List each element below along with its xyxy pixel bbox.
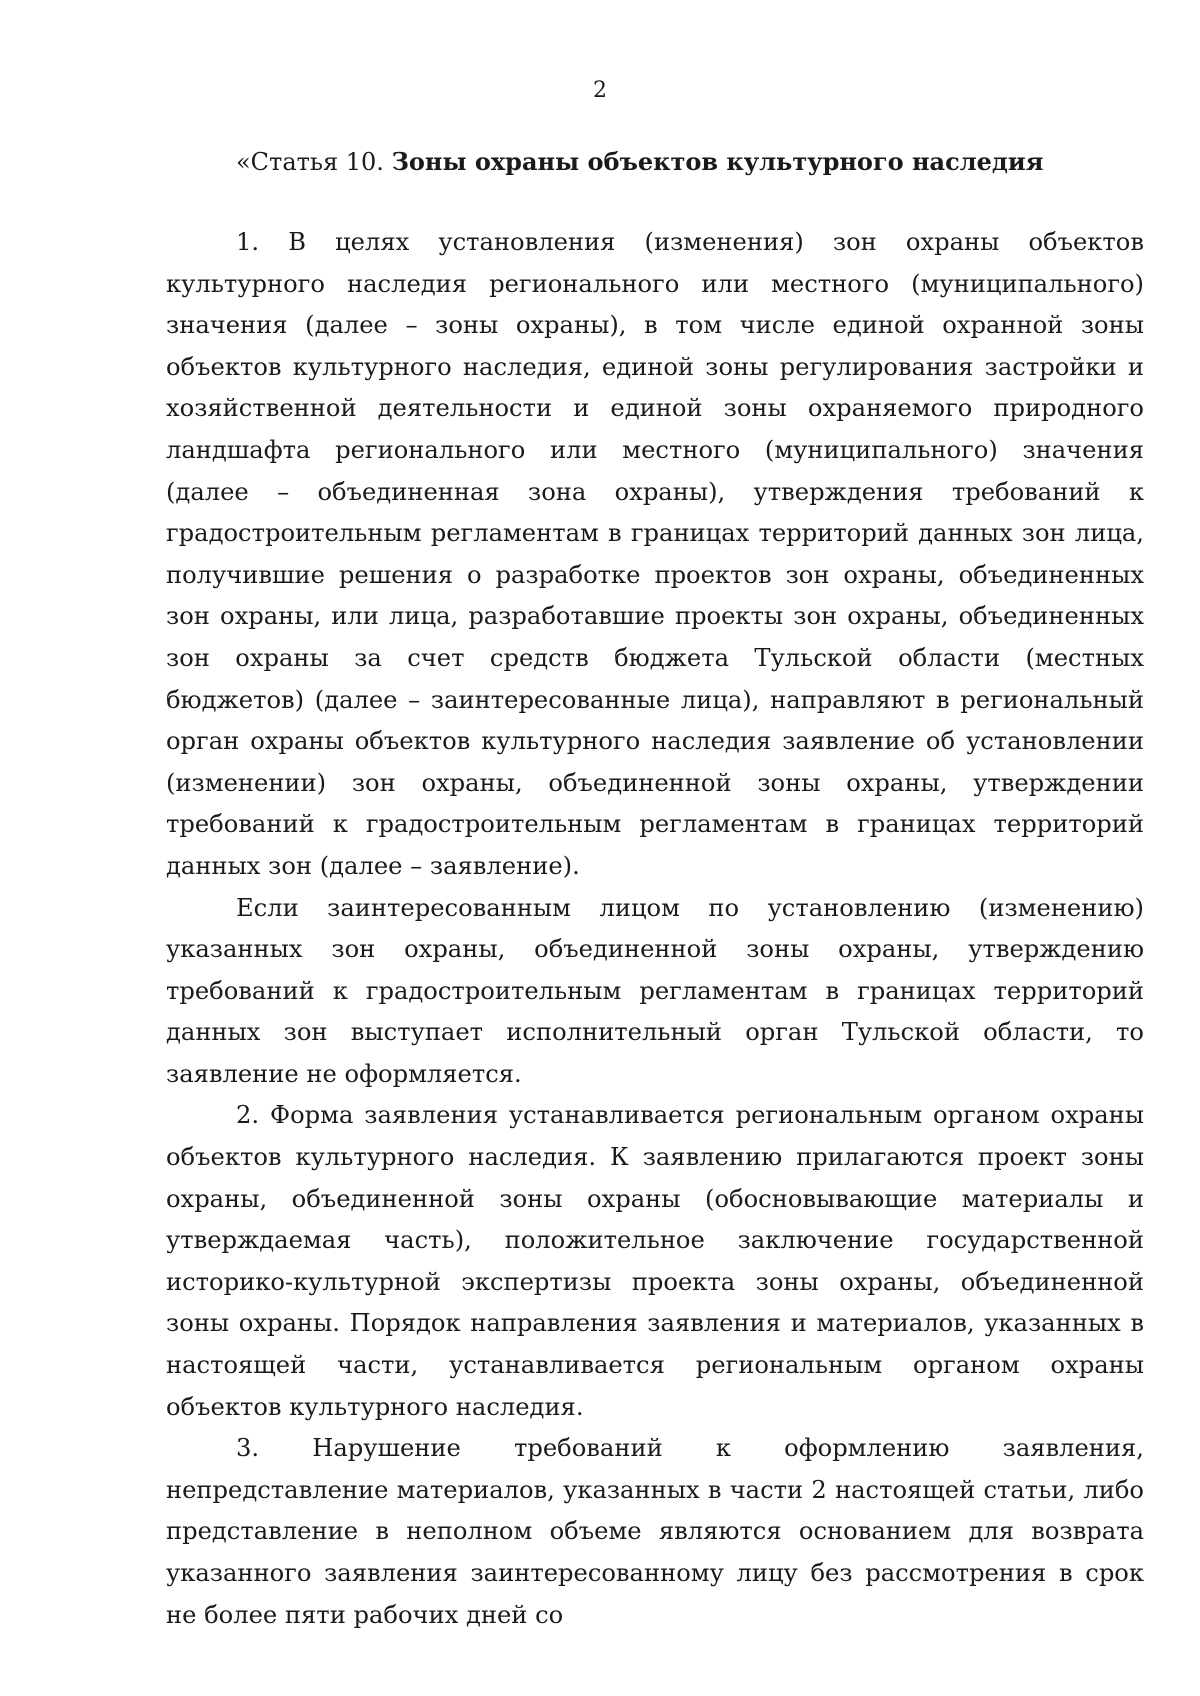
paragraph-part-2: 2. Форма заявления устанавливается региональным органом охраны объектов культурного наследия. К заявлению прилагаются проект зоны охраны, объединенной зоны охраны (обосновывающие материалы и утверждаемая часть), положительное заключение государственной историко-культурной экспертизы проекта зоны охраны, объединенной зоны охраны. Порядок направления заявления и материалов, указанных в настоящей части, устанавливается региональным органом охраны объектов культурного наследия. bbox=[166, 1101, 1144, 1421]
page-number: 2 bbox=[593, 78, 607, 103]
paragraph-part-1: 1. В целях установления (изменения) зон охраны объектов культурного наследия регионального или местного (муниципального) значения (далее – зоны охраны), в том числе единой охранной зоны объектов культурного наследия, единой зоны регулирования застройки и хозяйственной деятельности и единой зоны охраняемого природного ландшафта регионального или местного (муниципального) значения (далее – объединенная зона охраны), утверждения требований к градостроительным регламентам в границах территорий данных зон лица, получившие решения о разработке проектов зон охраны, объединенных зон охраны, или лица, разработавшие проекты зон охраны, объединенных зон охраны за счет средств бюджета Тульской области (местных бюджетов) (далее – заинтересованные лица), направляют в региональный орган охраны объектов культурного наследия заявление об установлении (изменении) зон охраны, объединенной зоны охраны, утверждении требований к градостроительным регламентам в границах территорий данных зон (далее – заявление). bbox=[166, 228, 1144, 880]
article-title: Зоны охраны объектов культурного наследия bbox=[391, 147, 1044, 176]
paragraph-part-1-exception: Если заинтересованным лицом по установлению (изменению) указанных зон охраны, объединенной зоны охраны, утверждению требований к градостроительным регламентам в границах территорий данных зон выступает исполнительный орган Тульской области, то заявление не оформляется. bbox=[166, 893, 1144, 1088]
article-number: «Статья 10. bbox=[236, 148, 384, 176]
paragraph-part-3: 3. Нарушение требований к оформлению заявления, непредставление материалов, указанных в части 2 настоящей статьи, либо представление в неполном объеме являются основанием для возврата указанного заявления заинтересованному лицу без рассмотрения в срок не более пяти рабочих дней со bbox=[166, 1434, 1144, 1629]
article-heading bbox=[236, 148, 1043, 177]
article-body bbox=[166, 222, 1144, 1636]
